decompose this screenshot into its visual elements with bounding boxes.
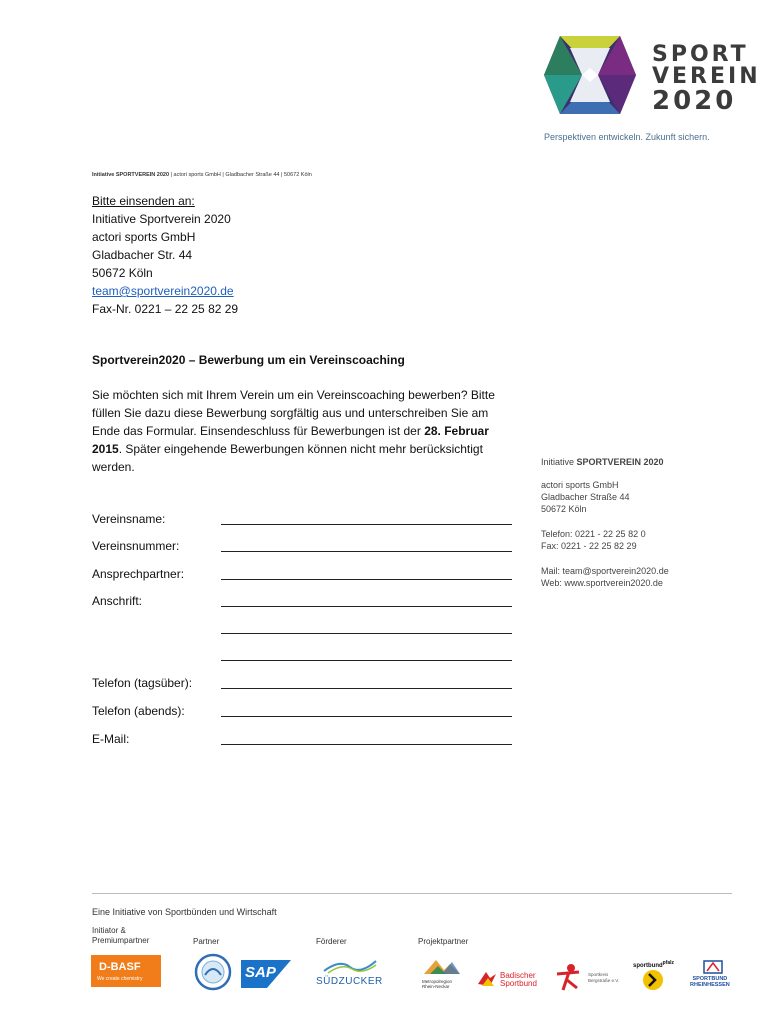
field-label: Vereinsname:	[92, 512, 166, 526]
partner-seal-icon	[193, 953, 233, 991]
address-line: actori sports GmbH	[92, 230, 196, 244]
sidebar-web: Web: www.sportverein2020.de	[541, 578, 663, 588]
badischer-line2: Sportbund	[500, 979, 537, 988]
form-row-ansprechpartner	[92, 567, 522, 583]
field-label: Telefon (tagsüber):	[92, 676, 193, 690]
footer-divider	[92, 893, 732, 894]
suedzucker-swoosh-icon	[320, 957, 380, 975]
form-row-vereinsnummer	[92, 539, 522, 555]
sidebar-phone: Telefon: 0221 - 22 25 82 0	[541, 529, 646, 539]
basf-logo-name: D-BASF	[99, 961, 141, 973]
ansprechpartner-field[interactable]	[221, 579, 512, 580]
address-heading: Bitte einsenden an:	[92, 194, 195, 208]
field-label: Ansprechpartner:	[92, 567, 185, 581]
metropolregion-logo-icon	[420, 956, 464, 976]
badischer-sportbund-text	[500, 972, 537, 988]
form-row-anschrift	[92, 594, 522, 610]
category-projektpartner: Projektpartner	[418, 937, 469, 946]
intro-text: Sie möchten sich mit Ihrem Verein um ein Vereinscoaching bewerben? Bitte füllen Sie dazu diese Bewerbung sorgfältig aus und unterschreiben Sie am Ende das Formular. Einsendeschluss für Bewerbungen ist der	[92, 388, 495, 438]
category-initiator-line2: Premiumpartner	[92, 936, 150, 945]
fax-number: Fax-Nr. 0221 – 22 25 82 29	[92, 302, 239, 316]
category-foerderer: Förderer	[316, 937, 347, 946]
sender-line	[92, 172, 312, 178]
address-line: 50672 Köln	[92, 266, 153, 280]
sidebar-org-prefix: Initiative	[541, 457, 577, 467]
logo-tagline: Perspektiven entwickeln. Zukunft sichern.	[544, 132, 710, 142]
sportbund-rheinhessen-text	[690, 976, 730, 988]
anschrift-field-2[interactable]	[221, 633, 512, 634]
sidebar-org-name: SPORTVEREIN 2020	[576, 457, 664, 467]
form-row-anschrift-3	[92, 648, 522, 664]
logo-word-sport: SPORT	[652, 42, 749, 67]
rheinhessen-line2: RHEINHESSEN	[690, 982, 730, 988]
sportkreis-line1: Sportkreis	[588, 972, 609, 977]
footer-heading: Eine Initiative von Sportbünden und Wirtschaft	[92, 907, 277, 917]
badischer-sportbund-icon	[476, 970, 498, 988]
sender-line-org: Initiative SPORTVEREIN 2020	[92, 172, 170, 178]
recipient-address	[92, 192, 238, 318]
address-line: Gladbacher Str. 44	[92, 248, 193, 262]
telefon-tagsueber-field[interactable]	[221, 688, 512, 689]
vereinsname-field[interactable]	[221, 524, 512, 525]
basf-logo	[91, 955, 161, 987]
sportbund-pfalz-line1: sportbund	[633, 963, 663, 969]
sidebar-city: 50672 Köln	[541, 504, 587, 514]
email-link[interactable]: team@sportverein2020.de	[92, 284, 234, 298]
sidebar-mail: Mail: team@sportverein2020.de	[541, 566, 669, 576]
sportkreis-text	[588, 972, 619, 984]
anschrift-field-1[interactable]	[221, 606, 512, 607]
form-row-email	[92, 732, 522, 748]
badischer-line1: Badischer	[500, 971, 536, 980]
email-field[interactable]	[221, 744, 512, 745]
address-line: Initiative Sportverein 2020	[92, 212, 231, 226]
document-title: Sportverein2020 – Bewerbung um ein Vereinscoaching	[92, 353, 405, 367]
deadline-date: 28. Februar 2015	[92, 424, 489, 456]
sportverein-logo-icon	[540, 30, 640, 120]
sap-logo-text: SAP	[245, 964, 276, 981]
form-row-anschrift-2	[92, 621, 522, 637]
metropolregion-logo-text	[422, 979, 452, 989]
category-initiator-line1: Initiator &	[92, 926, 126, 935]
sportkreis-line2: Bergstraße e.V.	[588, 978, 620, 983]
sidebar-org	[541, 456, 664, 468]
intro-paragraph	[92, 386, 512, 476]
sportbund-pfalz-text	[633, 960, 674, 969]
metropolregion-line1: Metropolregion	[422, 979, 453, 984]
sidebar-fax: Fax: 0221 - 22 25 82 29	[541, 541, 637, 551]
sportbund-pfalz-line2: pfalz	[662, 960, 675, 966]
field-label: Vereinsnummer:	[92, 539, 180, 553]
metropolregion-line2: Rhein-Neckar	[422, 984, 450, 989]
sportkreis-bergstrasse-icon	[553, 962, 585, 992]
sidebar-company: actori sports GmbH	[541, 480, 619, 490]
field-label: Telefon (abends):	[92, 704, 185, 718]
sidebar-street: Gladbacher Straße 44	[541, 492, 630, 502]
vereinsnummer-field[interactable]	[221, 551, 512, 552]
category-initiator	[92, 926, 149, 946]
sender-line-rest: | actori sports GmbH | Gladbacher Straße 44 | 50672 Köln	[169, 172, 312, 178]
field-label: Anschrift:	[92, 594, 143, 608]
rheinhessen-line1: SPORTBUND	[692, 976, 728, 982]
telefon-abends-field[interactable]	[221, 716, 512, 717]
form-row-vereinsname	[92, 512, 522, 528]
basf-logo-claim: We create chemistry	[97, 976, 143, 982]
sportbund-rheinhessen-icon	[703, 960, 723, 974]
anschrift-field-3[interactable]	[221, 660, 512, 661]
field-label: E-Mail:	[92, 732, 130, 746]
logo-word-year: 2020	[652, 86, 737, 116]
form-row-telefon-abend	[92, 704, 522, 720]
sportbund-pfalz-icon	[642, 969, 664, 991]
intro-text-end: . Später eingehende Bewerbungen können nicht mehr berücksichtigt werden.	[92, 442, 483, 474]
suedzucker-logo-text: SÜDZUCKER	[316, 976, 383, 987]
logo-word-verein: VEREIN	[652, 64, 761, 89]
form-row-telefon-tag	[92, 676, 522, 692]
category-partner: Partner	[193, 937, 220, 946]
